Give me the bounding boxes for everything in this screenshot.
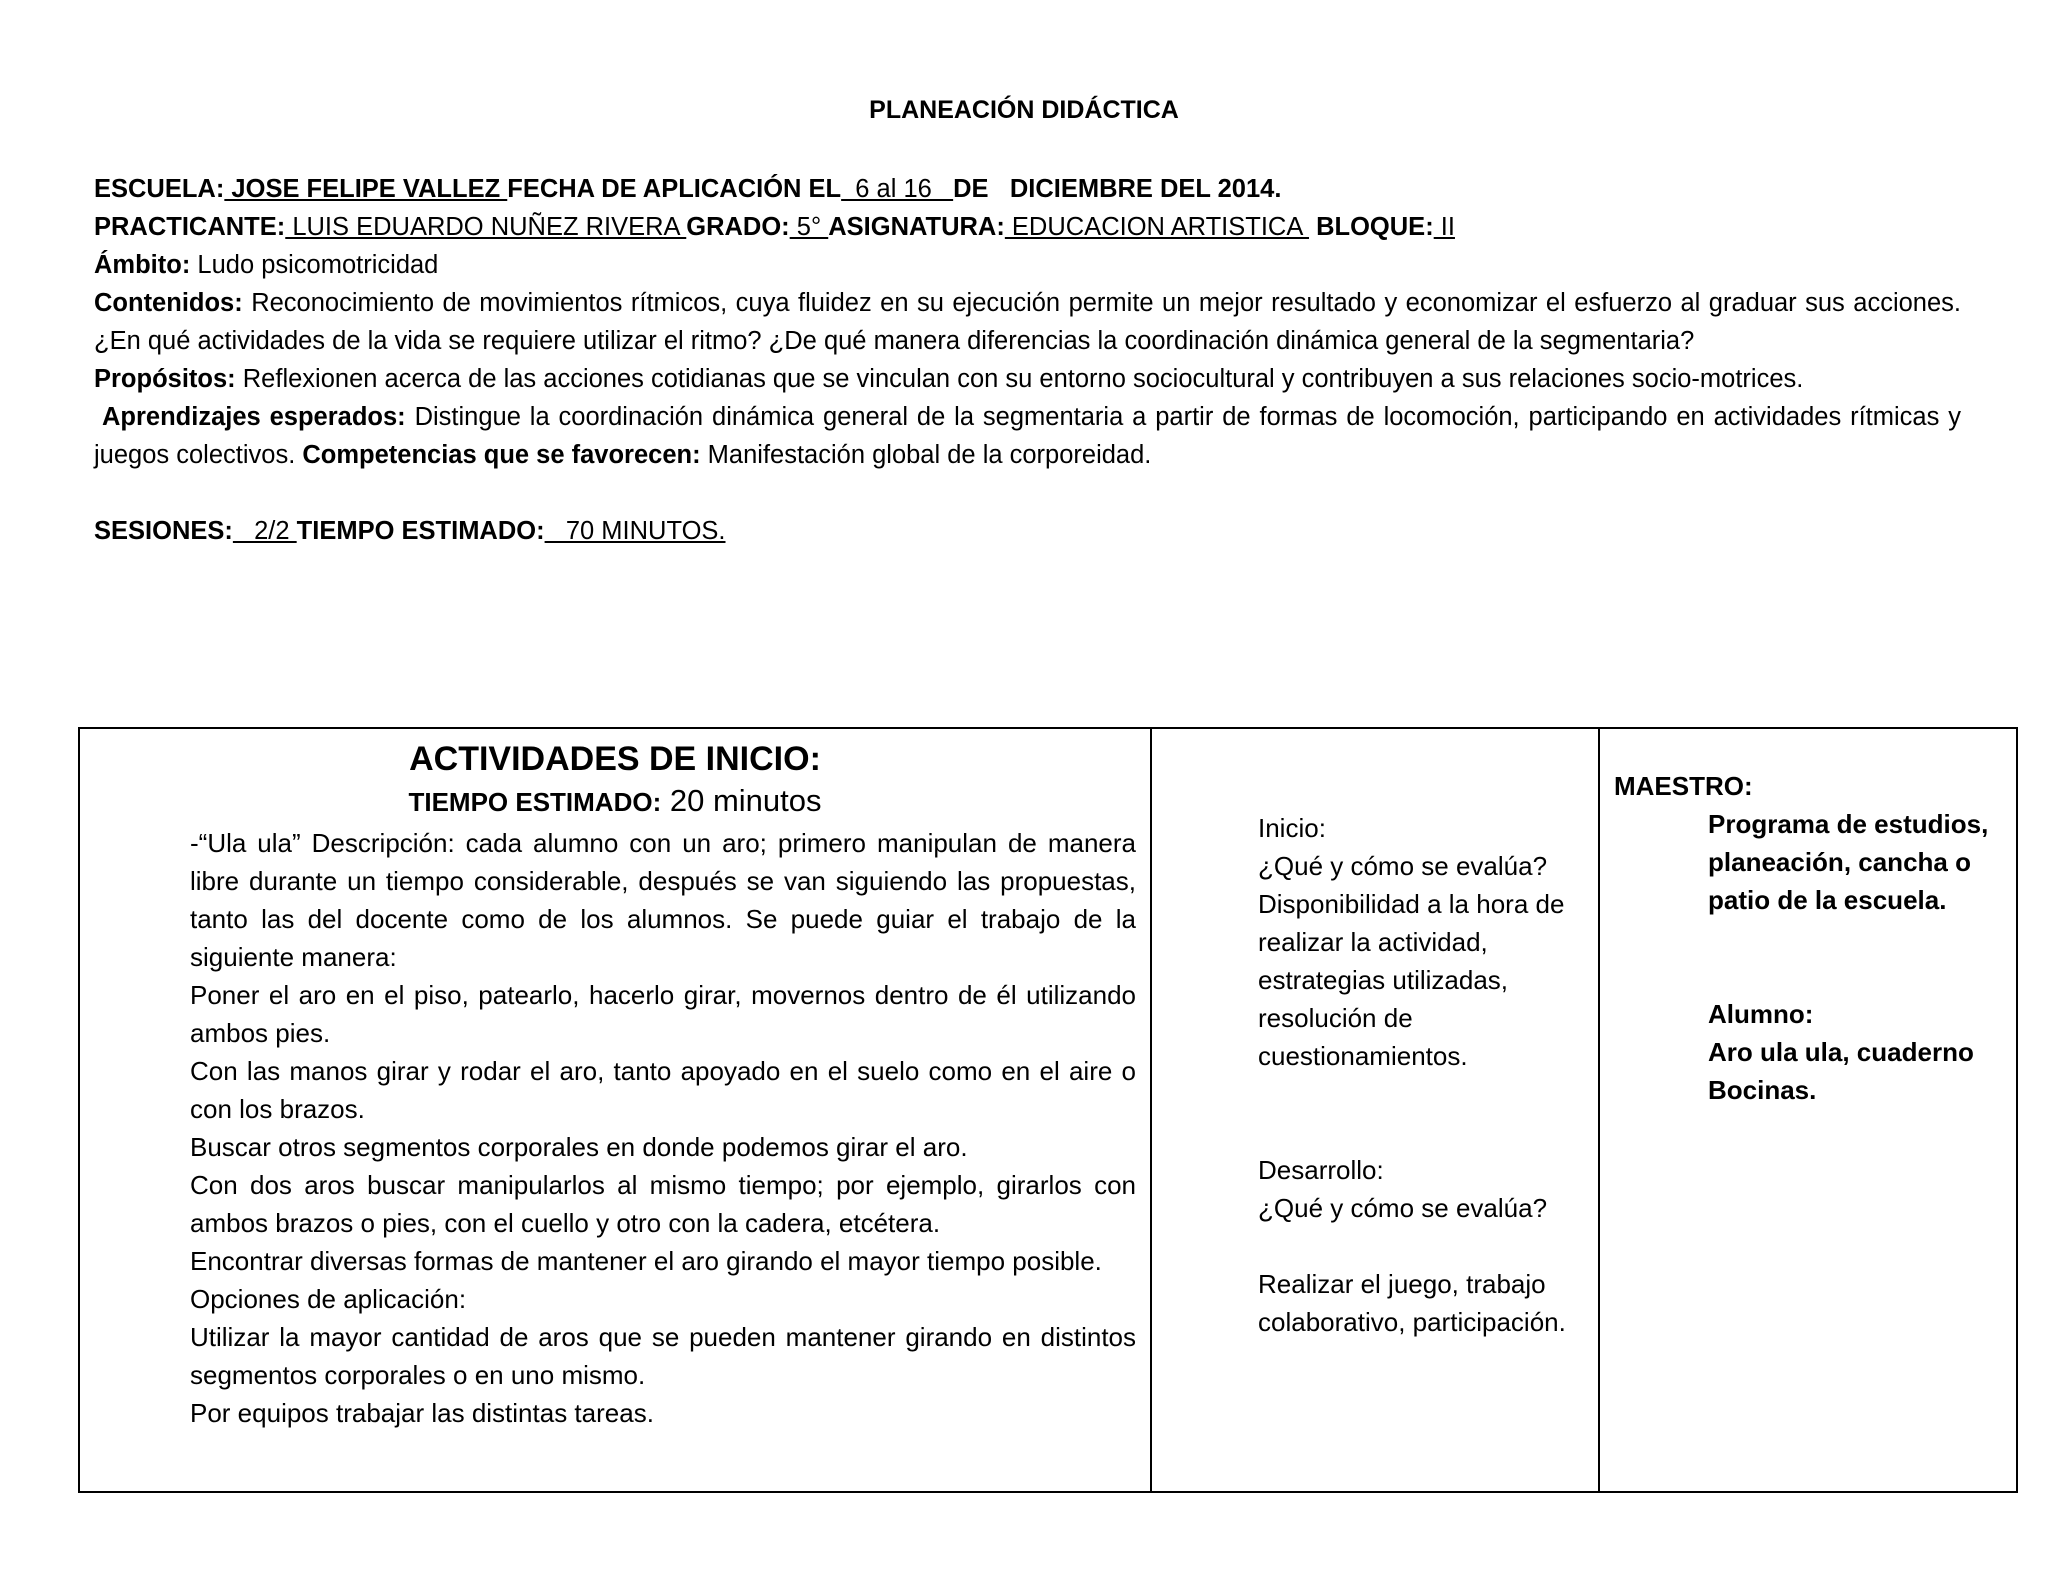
evaluation-development-label: Desarrollo:	[1258, 1155, 1384, 1185]
activities-description	[190, 824, 1136, 1432]
page-title: PLANEACIÓN DIDÁCTICA	[869, 96, 1179, 124]
date-value: 6 al 16	[841, 175, 954, 203]
block-value: II	[1433, 213, 1455, 241]
activities-cell	[79, 728, 1151, 1492]
grade-label: GRADO:	[686, 213, 790, 241]
activities-table	[78, 727, 2018, 1493]
evaluation-cell	[1151, 728, 1599, 1492]
activity-paragraph: Por equipos trabajar las distintas tareas.	[190, 1398, 654, 1428]
evaluation-development-answer: Realizar el juego, trabajo colaborativo, participación.	[1258, 1269, 1566, 1337]
activity-paragraph: Encontrar diversas formas de mantener el aro girando el mayor tiempo posible.	[190, 1246, 1102, 1276]
learning-label: Aprendizajes esperados:	[102, 403, 406, 431]
activities-row	[79, 728, 2017, 1492]
teacher-resources: Programa de estudios, planeación, cancha o patio de la escuela.	[1708, 809, 1989, 915]
contents-value: Reconocimiento de movimientos rítmicos, cuya fluidez en su ejecución permite un mejor resultado y economizar el esfuerzo al graduar sus acciones. ¿En qué actividades de la vida se requiere utilizar el ritmo? ¿De qué manera diferencias la coordinación dinámica general de la segmentaria?	[94, 289, 1961, 355]
learning-value: Distingue la coordinación dinámica general de la segmentaria a partir de formas de locomoción, participando en actividades rítmicas y juegos colectivos.	[94, 403, 1961, 469]
resources-cell	[1599, 728, 2017, 1492]
scope-line	[94, 246, 1961, 284]
planning-header	[94, 170, 1961, 550]
contents-label: Contenidos:	[94, 289, 243, 317]
competencies-label: Competencias que se favorecen:	[302, 441, 701, 469]
evaluation-start-label: Inicio:	[1258, 813, 1326, 843]
grade-value: 5°	[789, 213, 829, 241]
sessions-label: SESIONES:	[94, 517, 233, 545]
estimated-time-label: TIEMPO ESTIMADO:	[296, 517, 545, 545]
activity-paragraph: -“Ula ula” Descripción: cada alumno con un aro; primero manipulan de manera libre durante un tiempo considerable, después se van siguiendo las propuestas, tanto las del docente como de los alumnos. Se puede guiar el trabajo de la siguiente manera:	[190, 828, 1136, 972]
purposes-paragraph	[94, 360, 1961, 398]
estimated-time-value: 70 MINUTOS.	[544, 517, 726, 545]
sessions-value: 2/2	[232, 517, 297, 545]
activity-paragraph: Poner el aro en el piso, patearlo, hacerlo girar, movernos dentro de él utilizando ambos pies.	[190, 980, 1136, 1048]
activities-time	[80, 781, 1150, 822]
sessions-line	[94, 512, 1961, 550]
subject-label: ASIGNATURA:	[828, 213, 1005, 241]
date-label: FECHA DE APLICACIÓN EL	[507, 175, 842, 203]
block-label: BLOQUE:	[1316, 213, 1434, 241]
activities-time-label: TIEMPO ESTIMADO:	[408, 787, 662, 817]
scope-label: Ámbito:	[94, 251, 191, 279]
school-value: JOSE FELIPE VALLEZ	[224, 175, 508, 203]
school-label: ESCUELA:	[94, 175, 225, 203]
student-resources: Aro ula ula, cuaderno Bocinas.	[1708, 1037, 1974, 1105]
teacher-label: MAESTRO:	[1614, 771, 1753, 801]
activities-time-value: 20 minutos	[661, 783, 822, 818]
activity-paragraph: Utilizar la mayor cantidad de aros que se pueden mantener girando en distintos segmentos corporales o en uno mismo.	[190, 1322, 1136, 1390]
activity-paragraph: Buscar otros segmentos corporales en donde podemos girar el aro.	[190, 1132, 968, 1162]
contents-paragraph	[94, 284, 1961, 360]
month-value: DICIEMBRE DEL 2014.	[1009, 175, 1282, 203]
activity-paragraph: Con dos aros buscar manipularlos al mismo tiempo; por ejemplo, girarlos con ambos brazos o pies, con el cuello y otro con la cadera, etcétera.	[190, 1170, 1136, 1238]
learning-paragraph	[94, 398, 1961, 474]
purposes-value: Reflexionen acerca de las acciones cotidianas que se vinculan con su entorno sociocultural y contribuyen a sus relaciones socio-motrices.	[235, 365, 1804, 393]
student-label: Alumno:	[1708, 999, 1814, 1029]
activity-paragraph: Opciones de aplicación:	[190, 1284, 467, 1314]
evaluation-development-question: ¿Qué y cómo se evalúa?	[1258, 1193, 1548, 1223]
activity-paragraph: Con las manos girar y rodar el aro, tanto apoyado en el suelo como en el aire o con los brazos.	[190, 1056, 1136, 1124]
de-label: DE	[953, 175, 989, 203]
competencies-value: Manifestación global de la corporeidad.	[700, 441, 1152, 469]
evaluation-start-question: ¿Qué y cómo se evalúa?	[1258, 851, 1548, 881]
activities-title: ACTIVIDADES DE INICIO:	[409, 740, 821, 778]
practitioner-value: LUIS EDUARDO NUÑEZ RIVERA	[285, 213, 687, 241]
school-line	[94, 170, 1961, 208]
evaluation-start-answer: Disponibilidad a la hora de realizar la actividad, estrategias utilizadas, resolución de cuestionamientos.	[1258, 889, 1565, 1071]
purposes-label: Propósitos:	[94, 365, 236, 393]
practitioner-label: PRACTICANTE:	[94, 213, 286, 241]
practitioner-line	[94, 208, 1961, 246]
subject-value: EDUCACION ARTISTICA	[1004, 213, 1310, 241]
scope-value: Ludo psicomotricidad	[190, 251, 439, 279]
